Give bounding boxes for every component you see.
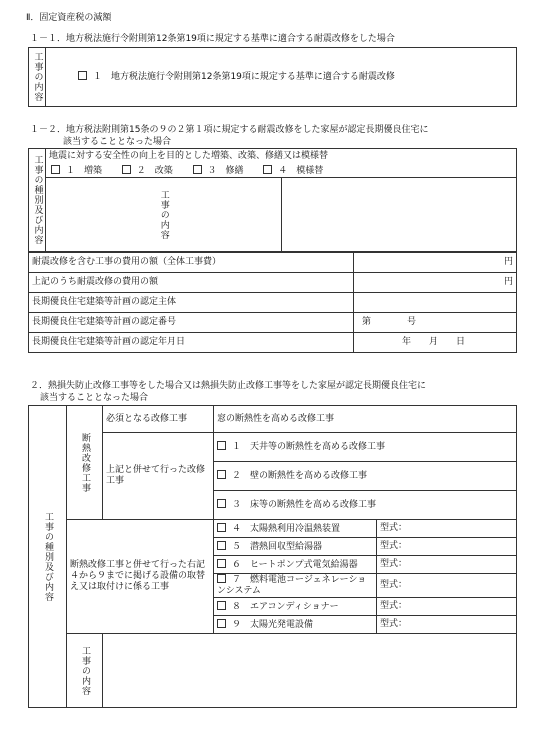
heading-2-cont: 該当することとなった場合 <box>40 393 149 403</box>
model-label: 型式： <box>377 538 517 556</box>
work-content-label: 工事の内容 <box>29 48 46 107</box>
combined-item: １ 天井等の断熱性を高める改修工事 <box>214 433 517 462</box>
checkbox-repair[interactable] <box>193 165 202 174</box>
equipment-item: ７ 燃料電池コージェネレーションシステム <box>214 574 377 598</box>
table-1-2-details <box>28 252 517 353</box>
required-value: 窓の断熱性を高める改修工事 <box>214 406 517 433</box>
row-value: 第 号 <box>354 313 517 333</box>
equipment-item: ８ エアコンディショナー <box>214 598 377 616</box>
heading-1-2: １－２．地方税法附則第15条の９の２第１項に規定する耐震改修をした家屋が認定長期優良住宅に <box>30 125 429 135</box>
combined-item: ２ 壁の断熱性を高める改修工事 <box>214 462 517 491</box>
checkbox[interactable] <box>217 574 226 583</box>
model-label: 型式： <box>377 616 517 634</box>
content-cell[interactable] <box>281 178 517 252</box>
option-rebuild: ２ 改築 <box>136 166 173 176</box>
checkbox-rebuild[interactable] <box>122 165 131 174</box>
heading-1-1: １－１．地方税法施行令附則第12条第19項に規定する基準に適合する耐震改修をした場合 <box>30 34 395 44</box>
checkbox-remodel[interactable] <box>263 165 272 174</box>
content-label: 工事の内容 <box>46 178 282 252</box>
table-1-1 <box>28 47 517 107</box>
type-desc-cell <box>46 149 517 178</box>
row-label: 長期優良住宅建築等計画の認定年月日 <box>29 333 354 353</box>
checkbox[interactable] <box>217 601 226 610</box>
section-title: Ⅱ．固定資産税の減額 <box>26 13 112 23</box>
checkbox[interactable] <box>217 441 226 450</box>
checkbox[interactable] <box>217 470 226 479</box>
type-label-2: 工事の種別及び内容 <box>29 406 67 708</box>
insulation-label: 断熱改修工事 <box>67 406 103 520</box>
row-value: 円 <box>354 273 517 293</box>
checkbox[interactable] <box>217 541 226 550</box>
heading-1-2-cont: 該当することとなった場合 <box>63 137 172 147</box>
table-1-2-type <box>28 148 517 252</box>
row-label: 長期優良住宅建築等計画の認定番号 <box>29 313 354 333</box>
model-label: 型式： <box>377 598 517 616</box>
equipment-label: 断熱改修工事と併せて行った右記４から９までに掲げる設備の取替え又は取付けに係る工事 <box>67 520 214 634</box>
combined-item: ３ 床等の断熱性を高める改修工事 <box>214 491 517 520</box>
checkbox[interactable] <box>217 559 226 568</box>
content-label-2: 工事の内容 <box>67 634 103 708</box>
row-value <box>354 293 517 313</box>
heading-2: ２．熱損失防止改修工事等をした場合又は熱損失防止改修工事等をした家屋が認定長期優良住宅に <box>30 381 427 391</box>
checkbox[interactable] <box>217 619 226 628</box>
model-label: 型式： <box>377 574 517 598</box>
item-1-1: １ 地方税法施行令附則第12条第19項に規定する基準に適合する耐震改修 <box>46 48 517 107</box>
checkbox[interactable] <box>217 499 226 508</box>
option-remodel: ４ 模様替 <box>278 166 324 176</box>
checkbox-add[interactable] <box>51 165 60 174</box>
row-label: 上記のうち耐震改修の費用の額 <box>29 273 354 293</box>
equipment-item: ５ 潜熱回収型給湯器 <box>214 538 377 556</box>
option-repair: ３ 修繕 <box>207 166 244 176</box>
combined-label: 上記と併せて行った改修工事 <box>103 433 214 520</box>
row-value: 年 月 日 <box>354 333 517 353</box>
table-2 <box>28 405 517 708</box>
equipment-item: ６ ヒートポンプ式電気給湯器 <box>214 556 377 574</box>
equipment-item: ９ 太陽光発電設備 <box>214 616 377 634</box>
row-value: 円 <box>354 253 517 273</box>
model-label: 型式： <box>377 556 517 574</box>
row-label: 耐震改修を含む工事の費用の額（全体工事費） <box>29 253 354 273</box>
required-label: 必須となる改修工事 <box>103 406 214 433</box>
type-label: 工事の種別及び内容 <box>29 149 46 252</box>
option-add: １ 増築 <box>66 166 103 176</box>
content-cell-2[interactable] <box>103 634 517 708</box>
model-label: 型式： <box>377 520 517 538</box>
equipment-item: ４ 太陽熱利用冷温熱装置 <box>214 520 377 538</box>
checkbox[interactable] <box>217 523 226 532</box>
type-desc: 地震に対する安全性の向上を目的とした増築、改築、修繕又は模様替 <box>49 151 329 161</box>
checkbox[interactable] <box>78 71 87 80</box>
row-label: 長期優良住宅建築等計画の認定主体 <box>29 293 354 313</box>
